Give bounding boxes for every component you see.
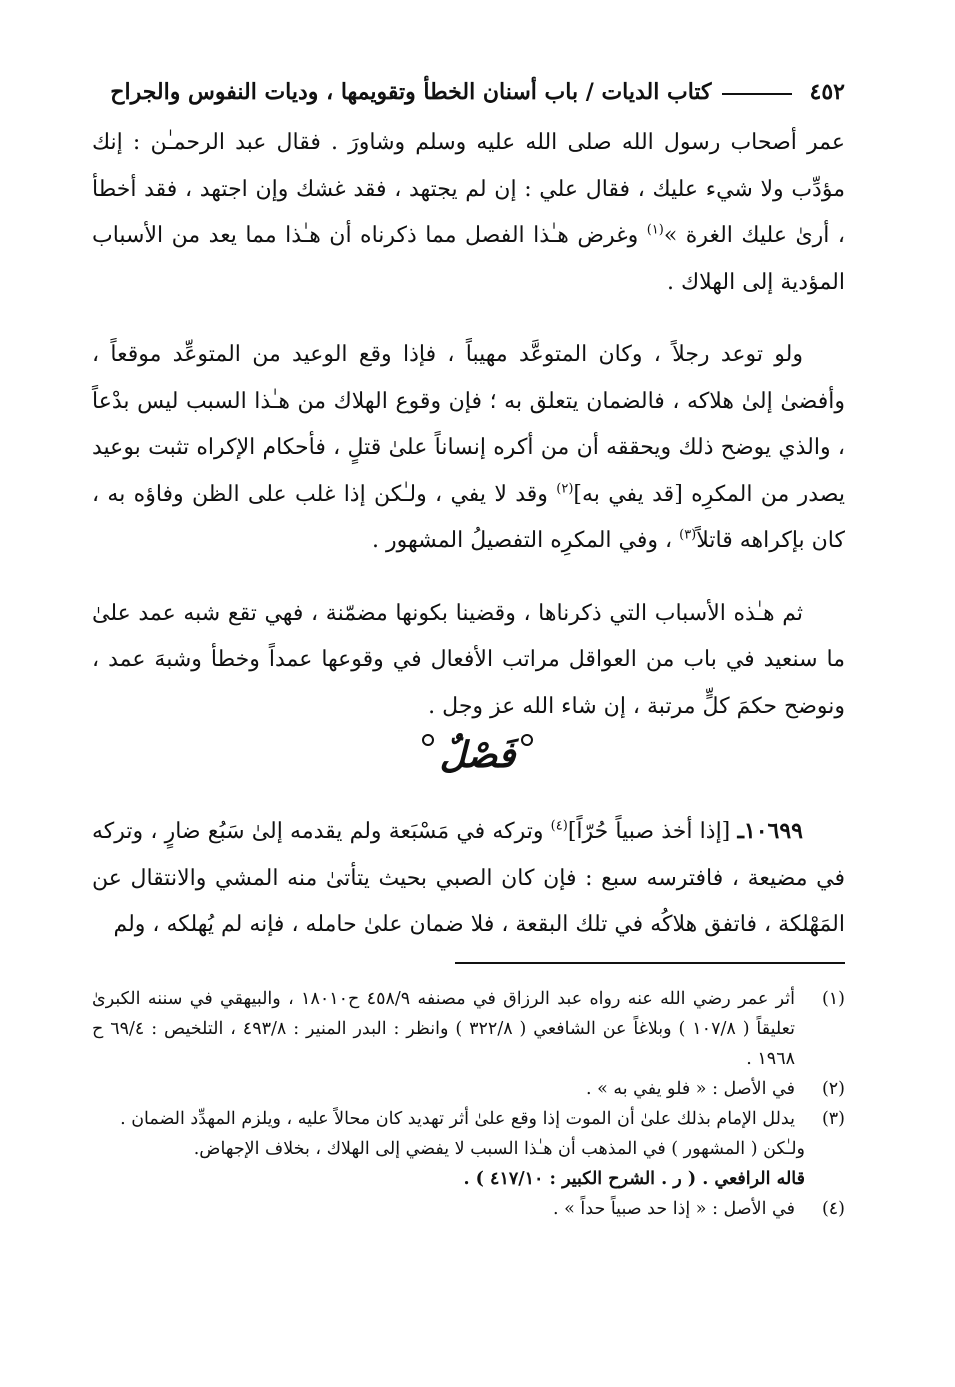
footnote-text: يدلل الإمام بذلك علىٰ أن الموت إذا وقع علىٰ أثر تهديد كان محالاً عليه ، ويلزم المهدِّد الضمان . bbox=[120, 1109, 795, 1129]
running-head-title: كتاب الديات / باب أسنان الخطأ وتقويمها ، وديات النفوس والجراح bbox=[110, 79, 712, 105]
footnote-ref-4: (٤) bbox=[550, 818, 568, 834]
footnotes bbox=[92, 984, 845, 1224]
footnote-text: أثر عمر رضي الله عنه رواه عبد الرزاق في مصنفه ٤٥٨/٩ ح١٨٠١٠ ، والبيهقي في سننه الكبرىٰ تعليقاً ( ١٠٧/٨ ) وبلاغاً عن الشافعي ( ٣٢٢/٨ ) وانظر : البدر المنير : ٤٩٣/٨ ، التلخيص : ٦٩/٤ ح ١٩٦٨ . bbox=[92, 989, 795, 1069]
issue-number: ١٠٦٩٩ـ bbox=[737, 818, 803, 844]
footnote-2 bbox=[92, 1074, 845, 1104]
footnote-number: (٤) bbox=[821, 1199, 845, 1219]
footnote-number: (٣) bbox=[821, 1109, 845, 1129]
paragraph-1-text: عمر أصحاب رسول الله صلى الله عليه وسلم وشاورَ . فقال عبد الرحمـٰن : إنك مؤدِّب ولا شيء عليك ، فقال علي : إن لم يجتهد ، فقد غشك وإن اجتهد ، فقد أخطأ ، أرىٰ عليك الغرة » bbox=[92, 130, 845, 248]
paragraph-2-text-b: وقد لا يفي ، ولـٰكن إذا غلب على الظن وفاؤه به ، كان بإكراهه قاتلاً bbox=[92, 481, 845, 553]
issue-text-a: [إذا أخذ صبياً حُرّاً] bbox=[567, 819, 738, 844]
footnote-3 bbox=[92, 1104, 845, 1134]
paragraph-2-text-c: ، وفي المكرِه التفصيلُ المشهور . bbox=[371, 528, 680, 553]
footnote-ref-1: (١) bbox=[646, 222, 664, 238]
paragraph-gap bbox=[92, 565, 845, 591]
footnote-4 bbox=[92, 1194, 845, 1224]
issue-paragraph bbox=[92, 808, 845, 949]
footnote-ref-3: (٣) bbox=[679, 527, 697, 543]
section-heading bbox=[0, 720, 955, 790]
footnote-number: (١) bbox=[821, 989, 845, 1009]
paragraph-gap bbox=[92, 306, 845, 332]
section-heading-ornament bbox=[422, 720, 534, 790]
header-rule bbox=[722, 93, 792, 95]
footnote-3-source: قاله الرافعي . ( ر . الشرح الكبير : ٤١٧/١٠ ) . bbox=[463, 1169, 805, 1189]
issue-text bbox=[92, 808, 845, 949]
page-number: ٤٥٢ bbox=[809, 79, 845, 105]
footnote-separator bbox=[455, 962, 845, 964]
paragraph-2-text-a: ولو توعد رجلاً ، وكان المتوعَّد مهيباً ، فإذا وقع الوعيد من المتوعِّد موقعاً ، وأفضىٰ إلىٰ هلاكه ، فالضمان يتعلق به ؛ فإن وقوع الهلاك من هـٰذا السبب ليس بدْعاً ، والذي يوضح ذلك ويحققه أن من أكره إنساناً علىٰ قتلٍ ، فأحكام الإكراه تثبت بوعيد يصدر من المكرِه [قد يفي به] bbox=[92, 342, 845, 507]
footnote-number: (٢) bbox=[821, 1079, 845, 1099]
footnote-text: في الأصل : « إذا حد صبياً حداً » . bbox=[553, 1199, 795, 1219]
footnote-1 bbox=[92, 984, 845, 1074]
paragraph-1-tail: وغرض هـٰذا الفصل مما ذكرناه أن هـٰذا مما يعد من الأسباب المؤدية إلى الهلاك . bbox=[92, 223, 845, 295]
paragraph-2 bbox=[92, 332, 845, 565]
paragraph-1 bbox=[92, 120, 845, 306]
footnote-ref-2: (٢) bbox=[556, 481, 574, 497]
paragraph-3: ثم هـٰذه الأسباب التي ذكرناها ، وقضينا بكونها مضمّنة ، فهي تقع شبه عمد علىٰ ما سنعيد في باب من العواقل مراتب الأفعال في وقوعها عمداً وخطأ وشبهَ عمد ، ونوضح حكمَ كلٍّ مرتبة ، إن شاء الله عز وجل . bbox=[92, 600, 845, 719]
main-text bbox=[92, 120, 845, 730]
section-heading-text: فَصْلٌ bbox=[439, 734, 516, 776]
footnote-text: في الأصل : « فلو يفي به » . bbox=[585, 1079, 795, 1099]
issue-text-b: وتركه في مَسْبَعة ولم يقدمه إلىٰ سَبُع ضارٍ ، وتركه في مضيعة ، فافترسه سبع : فإن كان الصبي بحيث يتأتىٰ منه المشي والانتقال عن المَهْلكة ، فاتفق هلاكُه في تلك البقعة ، فلا ضمان علىٰ حامله ، فإنه لم يُهلكه ، ولم bbox=[92, 819, 845, 937]
running-head bbox=[92, 72, 845, 112]
footnote-3-continuation: ولـٰكن ( المشهور ) في المذهب أن هـٰذا السبب لا يفضي إلى الهلاك ، بخلاف الإجهاض. bbox=[193, 1139, 805, 1159]
